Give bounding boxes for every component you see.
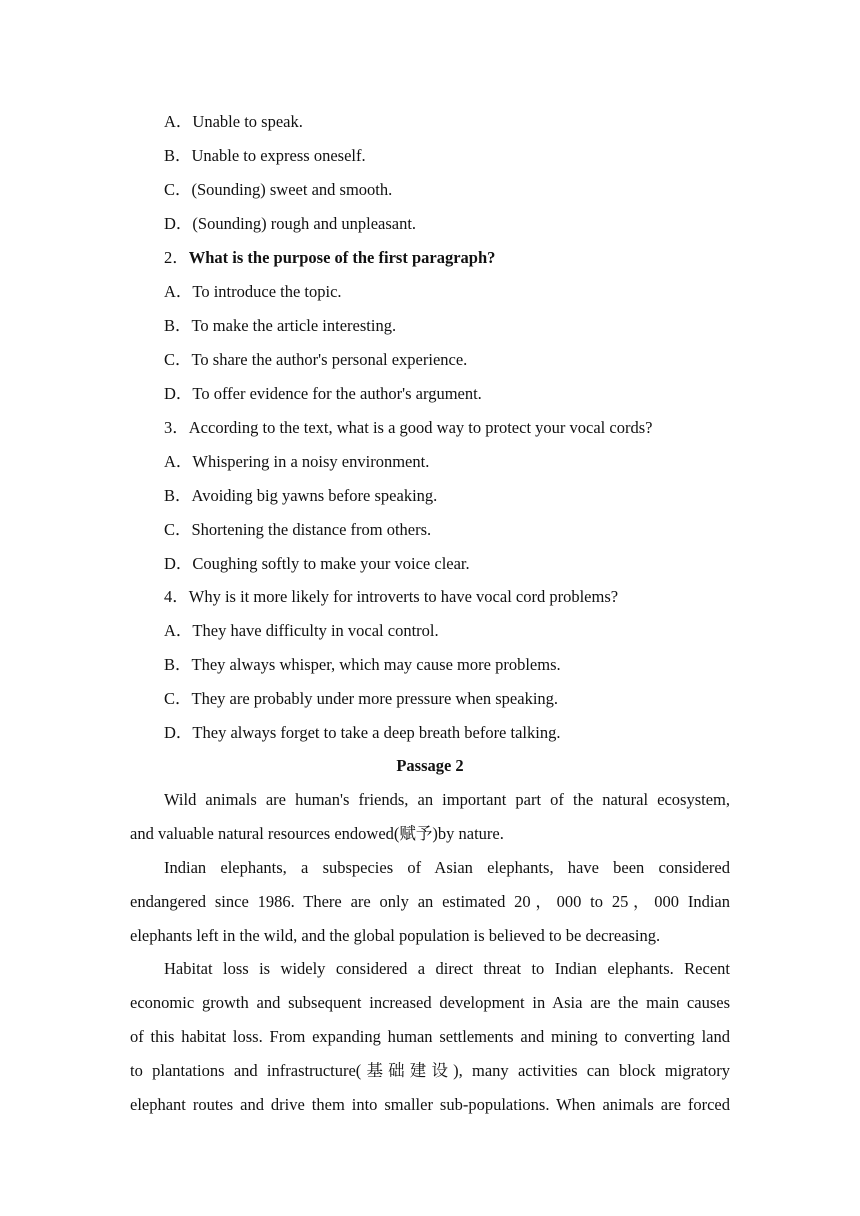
paragraph-3-line: of this habitat loss. From expanding human settlements and mining to converting land bbox=[130, 1027, 730, 1046]
q1-option-c: C．(Sounding) sweet and smooth. bbox=[164, 180, 393, 199]
q3-option-d: D．Coughing softly to make your voice clear. bbox=[164, 554, 470, 573]
q4-option-a: A．They have difficulty in vocal control. bbox=[164, 621, 439, 640]
paragraph-1-line: and valuable natural resources endowed(赋予)by nature. bbox=[130, 824, 504, 843]
paragraph-2-line: Indian elephants, a subspecies of Asian elephants, have been considered bbox=[164, 858, 730, 877]
q1-option-d: D．(Sounding) rough and unpleasant. bbox=[164, 214, 417, 233]
q2-option-b: B．To make the article interesting. bbox=[164, 316, 397, 335]
paragraph-2-line: elephants left in the wild, and the global population is believed to be decreasing. bbox=[130, 926, 661, 945]
paragraph-3-line: economic growth and subsequent increased development in Asia are the main causes bbox=[130, 993, 730, 1012]
q3-option-a: A．Whispering in a noisy environment. bbox=[164, 452, 430, 471]
q2-stem-text: What is the purpose of the first paragraph? bbox=[188, 248, 496, 267]
paragraph-1-line: Wild animals are human's friends, an important part of the natural ecosystem, bbox=[164, 790, 730, 809]
q2-number: 2． bbox=[164, 248, 189, 267]
q4-option-b: B．They always whisper, which may cause more problems. bbox=[164, 655, 561, 674]
paragraph-3-line: to plantations and infrastructure(基础建设), many activities can block migratory bbox=[130, 1061, 730, 1080]
q3-option-c: C．Shortening the distance from others. bbox=[164, 520, 432, 539]
paragraph-3-line: elephant routes and drive them into smaller sub-populations. When animals are forced bbox=[130, 1095, 730, 1114]
q1-option-a: A．Unable to speak. bbox=[164, 112, 303, 131]
q2-option-c: C．To share the author's personal experience. bbox=[164, 350, 468, 369]
q1-option-b: B．Unable to express oneself. bbox=[164, 146, 366, 165]
q3-option-b: B．Avoiding big yawns before speaking. bbox=[164, 486, 438, 505]
passage-title: Passage 2 bbox=[396, 756, 464, 775]
q3-stem: 3．According to the text, what is a good way to protect your vocal cords? bbox=[164, 418, 653, 437]
paragraph-2-line: endangered since 1986. There are only an estimated 20，000 to 25，000 Indian bbox=[130, 892, 730, 911]
q4-option-d: D．They always forget to take a deep breath before talking. bbox=[164, 723, 561, 742]
paragraph-3-line: Habitat loss is widely considered a direct threat to Indian elephants. Recent bbox=[164, 959, 730, 978]
q4-option-c: C．They are probably under more pressure when speaking. bbox=[164, 689, 559, 708]
q2-stem bbox=[164, 248, 495, 268]
q2-option-d: D．To offer evidence for the author's argument. bbox=[164, 384, 482, 403]
q2-option-a: A．To introduce the topic. bbox=[164, 282, 342, 301]
q4-stem: 4．Why is it more likely for introverts to have vocal cord problems? bbox=[164, 587, 619, 606]
